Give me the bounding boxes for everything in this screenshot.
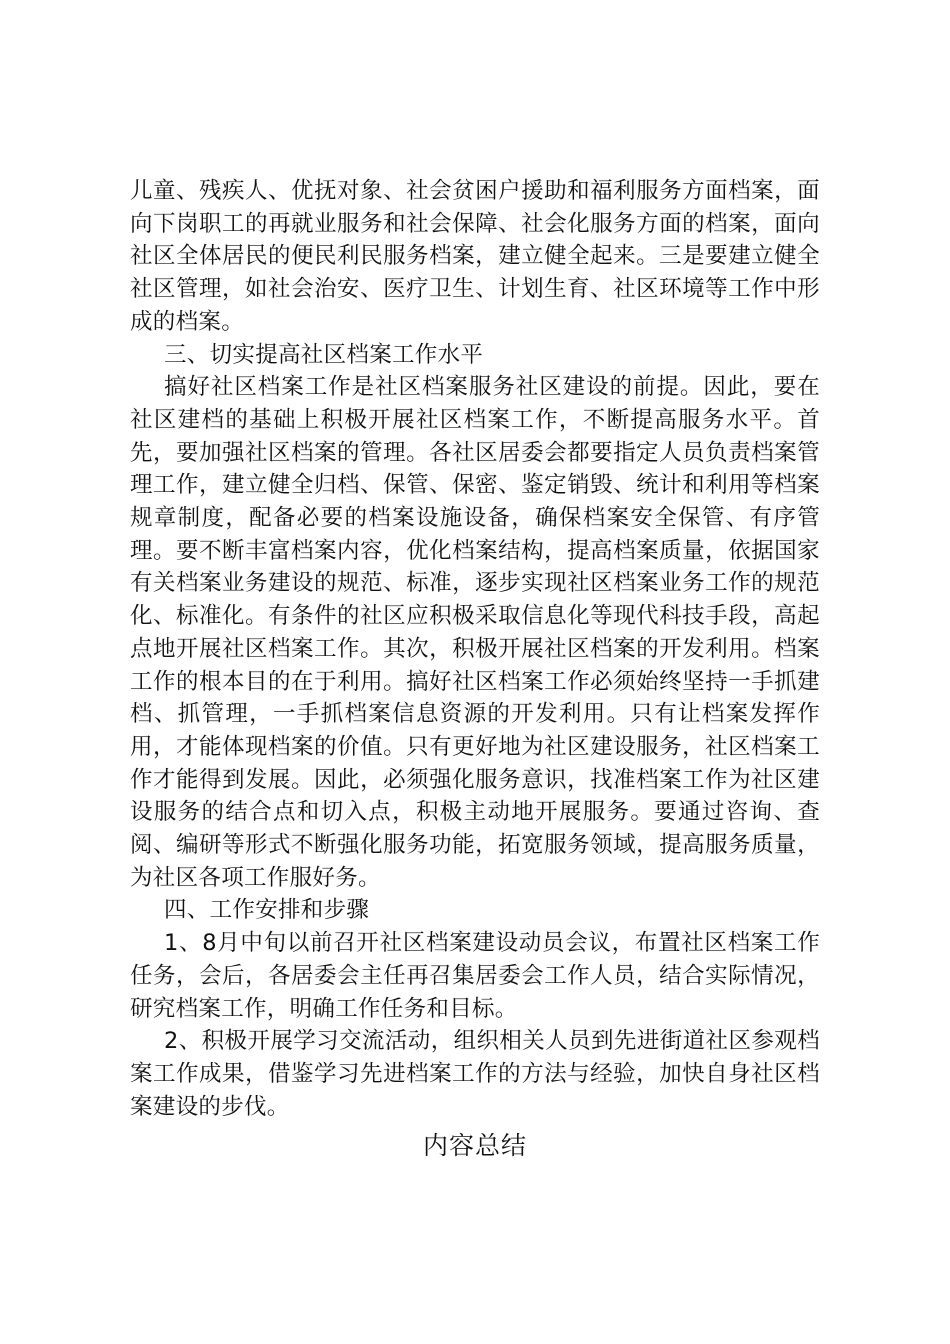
section-heading-four: 四、工作安排和步骤 <box>164 897 370 924</box>
paragraph-continuation: 儿童、残疾人、优抚对象、社会贫困户援助和福利服务方面档案，面向下岗职工的再就业服务和社会保障、社会化服务方面的档案，面向社区全体居民的便民利民服务档案，建立健全起来。三是要建立健全社区管理，如社会治安、医疗卫生、计划生育、社区环境等工作中形成的档案。 <box>130 178 820 335</box>
paragraph-improve-archive-work: 搞好社区档案工作是社区档案服务社区建设的前提。因此，要在社区建档的基础上积极开展社区档案工作，不断提高服务水平。首先，要加强社区档案的管理。各社区居委会都要指定人员负责档案管理工作，建立健全归档、保管、保密、鉴定销毁、统计和利用等档案规章制度，配备必要的档案设施设备，确保档案安全保管、有序管理。要不断丰富档案内容，优化档案结构，提高档案质量，依据国家有关档案业务建设的规范、标准，逐步实现社区档案业务工作的规范化、标准化。有条件的社区应积极采取信息化等现代科技手段，高起点地开展社区档案工作。其次，积极开展社区档案的开发利用。档案工作的根本目的在于利用。搞好社区档案工作必须始终坚持一手抓建档、抓管理，一手抓档案信息资源的开发利用。只有让档案发挥作用，才能体现档案的价值。只有更好地为社区建设服务，社区档案工作才能得到发展。因此，必须强化服务意识，找准档案工作为社区建设服务的结合点和切入点，积极主动地开展服务。要通过咨询、查阅、编研等形式不断强化服务功能，拓宽服务领域，提高服务质量，为社区各项工作服好务。 <box>130 374 820 891</box>
document-body <box>130 175 820 1123</box>
list-item-step-2: 2、积极开展学习交流活动，组织相关人员到先进街道社区参观档案工作成果，借鉴学习先进档案工作的方法与经验，加快自身社区档案建设的步伐。 <box>130 1028 820 1120</box>
summary-title: 内容总结 <box>422 1131 527 1160</box>
section-heading-three: 三、切实提高社区档案工作水平 <box>164 341 484 368</box>
list-item-step-1: 1、8月中旬以前召开社区档案建设动员会议，布置社区档案工作任务，会后，各居委会主任再召集居委会工作人员，结合实际情况，研究档案工作，明确工作任务和目标。 <box>130 930 820 1022</box>
